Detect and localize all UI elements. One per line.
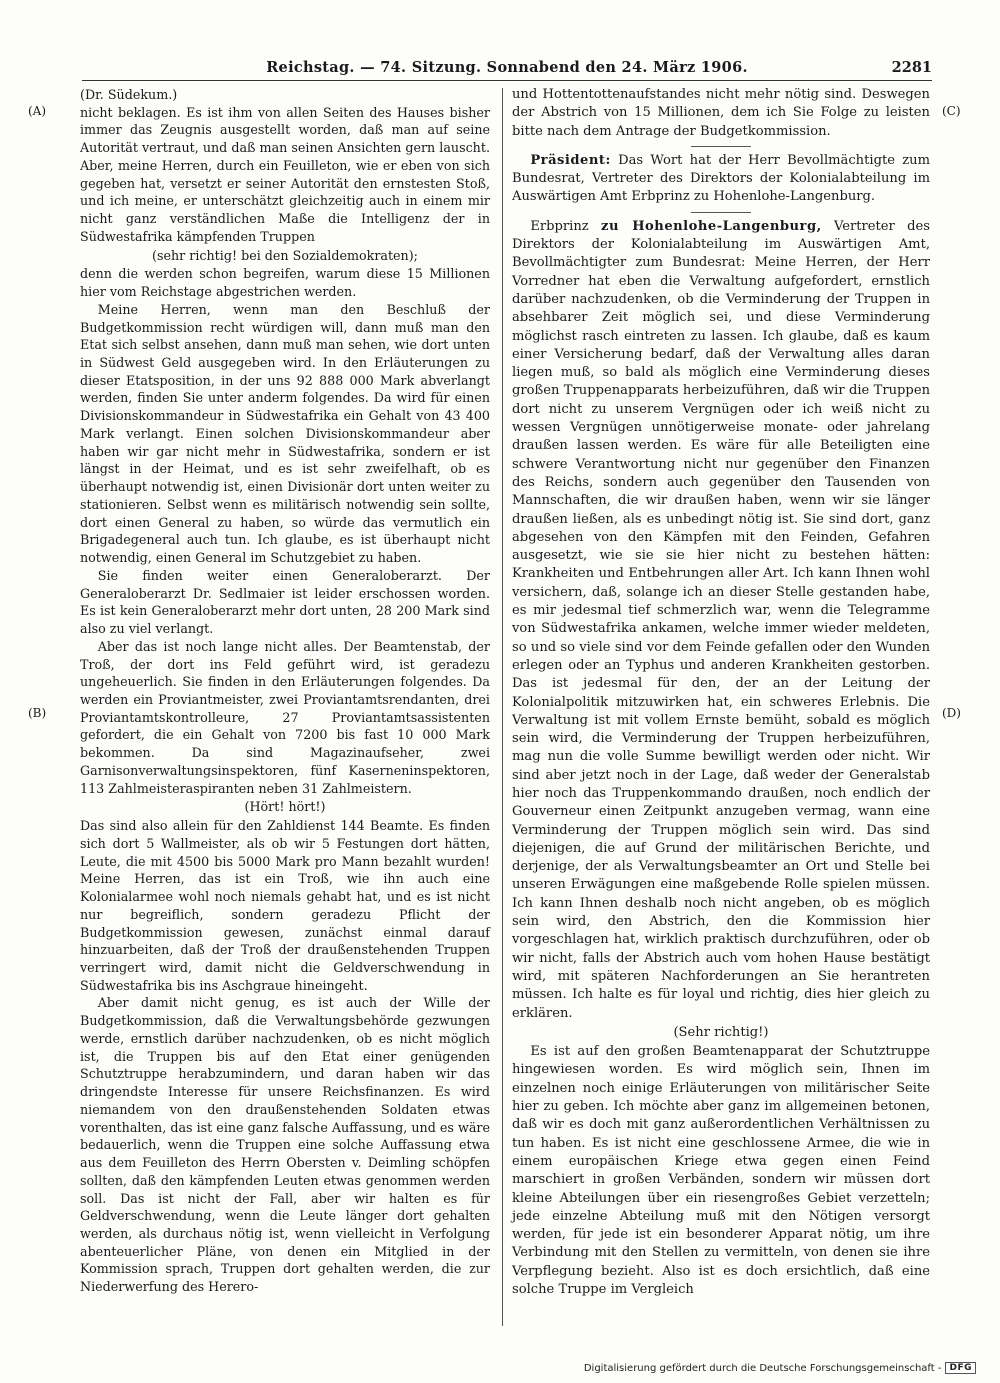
paragraph: Sie finden weiter einen Generaloberarzt. Der Generaloberarzt Dr. Sedlmaier ist leider erschossen worden. Es ist kein Generaloberarzt mehr dort unten, 28 200 Mark sind also zu viel verlangt. [80, 567, 490, 637]
margin-mark-c: (C) [942, 104, 961, 118]
president-paragraph [512, 152, 930, 207]
paragraph: Aber damit nicht genug, es ist auch der Wille der Budgetkommission, daß die Verwaltungsbehörde gezwungen werde, ernstlich darüber nachzudenken, ob es nicht möglich ist, die Truppen bis auf den Etat einer genügenden Schutztruppe herabzumindern, und daran haben wir das dringendste Interesse für unsere Reichsfinanzen. Es wird niemandem von den draußenstehenden Soldaten etwas vorenthalten, das ist eine ganz falsche Auffassung, und es wäre bedauerlich, wenn die Truppen eine solche Auffassung etwa aus dem Feuilleton des Herrn Obersten v. Deimling schöpfen sollten, daß den kämpfenden Leuten etwas genommen werden soll. Das ist nicht der Fall, aber wir halten es für Geldverschwendung, wenn die Leute länger dort gehalten werden, als durchaus nötig ist, wenn vielleicht in Verfolgung abenteuerlicher Pläne, von denen ein Mitglied in der Kommission sprach, Truppen dort gehalten werden, die zur Niederwerfung des Herero- [80, 995, 490, 1295]
margin-mark-d: (D) [942, 706, 961, 720]
paragraph: und Hottentottenaufstandes nicht mehr nötig sind. Deswegen der Abstrich von 15 Millionen, dem ich Sie Folge zu leisten bitte nach dem Antrage der Budgetkommission. [512, 87, 930, 139]
speaker-name: zu Hohenlohe-Langenburg, [601, 218, 822, 234]
dfg-logo: DFG [945, 1362, 976, 1374]
paragraph: nicht beklagen. Es ist ihm von allen Seiten des Hauses bisher immer das Zeugnis ausgestellt worden, daß man auf seine Autorität vertraut, und daß man seinen Ansichten gern lauscht. Aber, meine Herren, durch ein Feuilleton, wie er eben von sich gegeben hat, versetzt er seiner Autorität den ernstesten Stoß, und ich meine, er unterschätzt gleichzeitig auch in einem mir nicht ganz verständlichen Maße die Intelligenz der in Südwestafrika kämpfenden Truppen [80, 104, 490, 244]
right-column [512, 86, 930, 1299]
separator [691, 146, 751, 147]
paragraph: denn die werden schon begreifen, warum diese 15 Millionen hier vom Reichstage abgestrichen werden. [80, 266, 490, 300]
column-divider [502, 88, 503, 1326]
header-title: Reichstag. — 74. Sitzung. Sonnabend den 24. März 1906. [266, 59, 748, 76]
speaker-label: Präsident: [530, 152, 611, 168]
paragraph: Meine Herren, wenn man den Beschluß der Budgetkommission recht würdigen will, dann muß man den Etat sich selbst ansehen, dann muß man sehen, wie dort unten in Südwest Geld ausgegeben wird. In den Erläuterungen zu dieser Etatsposition, in der uns 92 888 000 Mark abverlangt werden, finden Sie unter anderm folgendes. Da wird für einen Divisionskommandeur in Südwestafrika ein Gehalt von 43 400 Mark verlangt. Einen solchen Divisionskommandeur aber haben wir gar nicht mehr in Südwestafrika, sondern er ist längst in der Heimat, und es ist sehr zweifelhaft, ob es überhaupt notwendig ist, einen Divisionär dort unten weiter zu stationieren. Selbst wenn es militärisch notwendig sein sollte, dort einen General zu haben, so würde das vermutlich ein Brigadegeneral auch tun. Ich glaube, es ist überhaupt nicht notwendig, einen General im Schutzgebiet zu haben. [80, 301, 490, 566]
separator [691, 212, 751, 213]
page-header [82, 56, 932, 81]
margin-mark-b: (B) [28, 706, 47, 720]
footer [584, 1362, 976, 1374]
speaker-continuation: (Dr. Südekum.) [80, 87, 178, 102]
margin-mark-a: (A) [28, 104, 47, 118]
paragraph: Das sind also allein für den Zahldienst 144 Beamte. Es finden sich dort 5 Wallmeister, als ob wir 5 Festungen dort hätten, Leute, die mit 4500 bis 5000 Mark pro Mann bezahlt wurden! Meine Herren, das ist ein Troß, wie ihn auch eine Kolonialarmee wohl noch niemals gehabt hat, und es ist nicht nur begreiflich, sondern geradezu Pflicht der Budgetkommission gewesen, zunächst einmal darauf hinzuarbeiten, daß der Troß der draußenstehenden Truppen verringert wird, damit nicht die Geldverschwendung in Südwestafrika bis ins Aschgraue hineingeht. [80, 818, 490, 993]
speech-text: Vertreter des Direktors der Kolonialabteilung im Auswärtigen Amt, Bevollmächtigter zum Bundesrat: Meine Herren, der Herr Vorredner hat eben die Verwaltung aufgefordert, ernstlich darüber nachzudenken, ob die Verminderung der Truppen in absehbarer Zeit möglich sei, und diese Verminderung möglichst rasch eintreten zu lassen. Ich glaube, daß es kaum einer Versicherung bedarf, daß der Verwaltung alles daran liegen muß, so bald als möglich eine Verminderung dieses großen Truppenapparats herbeizuführen, daß wir die Truppen dort nicht zu unserem Vergnügen oder ich weiß nicht zu wessen Vergnügen unnötigerweise monate- oder jahrelang draußen lassen werden. Es wäre für alle Beteiligten eine schwere Verantwortung nicht nur gegenüber den Finanzen des Reichs, sondern auch gegenüber den Tausenden von Mannschaften, die wir draußen haben, wenn wir sie länger draußen ließen, als es unbedingt nötig ist. Sie sind dort, ganz abgesehen von den Kämpfen mit den Feinden, Gefahren ausgesetzt, wie sie sie hier nicht zu bestehen hätten: Krankheiten und Entbehrungen aller Art. Ich kann Ihnen wohl versichern, daß, solange ich an dieser Stelle gestanden habe, es mir jedesmal tief schmerzlich war, wenn die Telegramme von Südwestafrika ankamen, welche immer wieder meldeten, so und so viele sind vor dem Feinde gefallen oder den Wunden erlegen oder an Typhus und anderen Krankheiten gestorben. Das ist jedesmal für den, der an der Leitung der Kolonialpolitik mitzuwirken hat, ein schweres Erlebnis. Die Verwaltung ist mit vollem Ernste bemüht, sobald es möglich sein wird, die Verminderung der Truppen herbeizuführen, mag nun die volle Summe bewilligt werden oder nicht. Wir sind aber jetzt noch in der Lage, daß weder der Generalstab hier noch das Truppenkommando draußen, noch endlich der Gouverneur einen Zeitpunkt anzugeben vermag, wann eine Verminderung der Truppen möglich sein wird. Das sind diejenigen, die auf Grund der militärischen Berichte, und derjenige, der als Verwaltungsbeamter an Ort und Stelle bei unseren Erwägungen eine maßgebende Rolle spielen müssen. Ich kann Ihnen deshalb noch nicht angeben, ob es möglich sein wird, den Abstrich, den die Kommission hier vorgeschlagen hat, wirklich praktisch durchzuführen, oder ob wir nicht, falls der Abstrich auch vom hohen Hause bestätigt wird, mit späteren Nachforderungen an Sie herantreten müssen. Ich halte es für loyal und richtig, dies hier gleich zu erklären. [512, 218, 930, 1021]
interjection: (Sehr richtig!) [673, 1024, 769, 1040]
interjection: (sehr richtig! bei den Sozialdemokraten); [152, 247, 418, 263]
footer-text: Digitalisierung gefördert durch die Deutsche Forschungsgemeinschaft - [583, 1362, 942, 1374]
page-number: 2281 [891, 59, 932, 76]
speech-paragraph [512, 218, 930, 1023]
speech-text: Das Wort hat der Herr Bevollmächtigte zum Bundesrat, Vertreter des Direktors der Kolonialabteilung im Auswärtigen Amt Erbprinz zu Hohenlohe-Langenburg. [512, 152, 930, 205]
paragraph: Aber das ist noch lange nicht alles. Der Beamtenstab, der Troß, der dort ins Feld geführt wird, ist geradezu ungeheuerlich. Sie finden in den Erläuterungen folgendes. Da werden ein Proviantmeister, zwei Proviantamtsrendanten, drei Proviantamtskontrolleure, 27 Proviantamtsassistenten gefordert, die ein Gehalt von 7200 bis fast 10 000 Mark bekommen. Da sind Magazinaufseher, zwei Garnisonverwaltungsinspektoren, fünf Kaserneninspektoren, 113 Zahlmeisteraspiranten neben 31 Zahlmeistern. [80, 638, 490, 796]
speaker-prefix: Erbprinz [530, 218, 589, 234]
interjection: (Hört! hört!) [244, 799, 326, 815]
paragraph: Es ist auf den großen Beamtenapparat der Schutztruppe hingewiesen worden. Es wird möglich sein, Ihnen im einzelnen noch einige Erläuterungen von militärischer Seite hier zu geben. Ich möchte aber ganz im allgemeinen betonen, daß wir es doch mit ganz außerordentlichen Verhältnissen zu tun haben. Es ist nicht eine geschlossene Armee, die wie in einem europäischen Kriege etwa gegen einen Feind marschiert in großen Verbänden, sondern wir müssen dort kleine Abteilungen über ein riesengroßes Gebiet verzetteln; jede einzelne Abteilung muß mit den Nötigen versorgt werden, für jede ist ein besonderer Apparat nötig, um ihre Verbindung mit den Stellen zu vermitteln, von denen sie ihre Verpflegung bezieht. Also ist es doch ersichtlich, daß eine solche Truppe im Vergleich [512, 1044, 930, 1297]
left-column [80, 86, 490, 1296]
